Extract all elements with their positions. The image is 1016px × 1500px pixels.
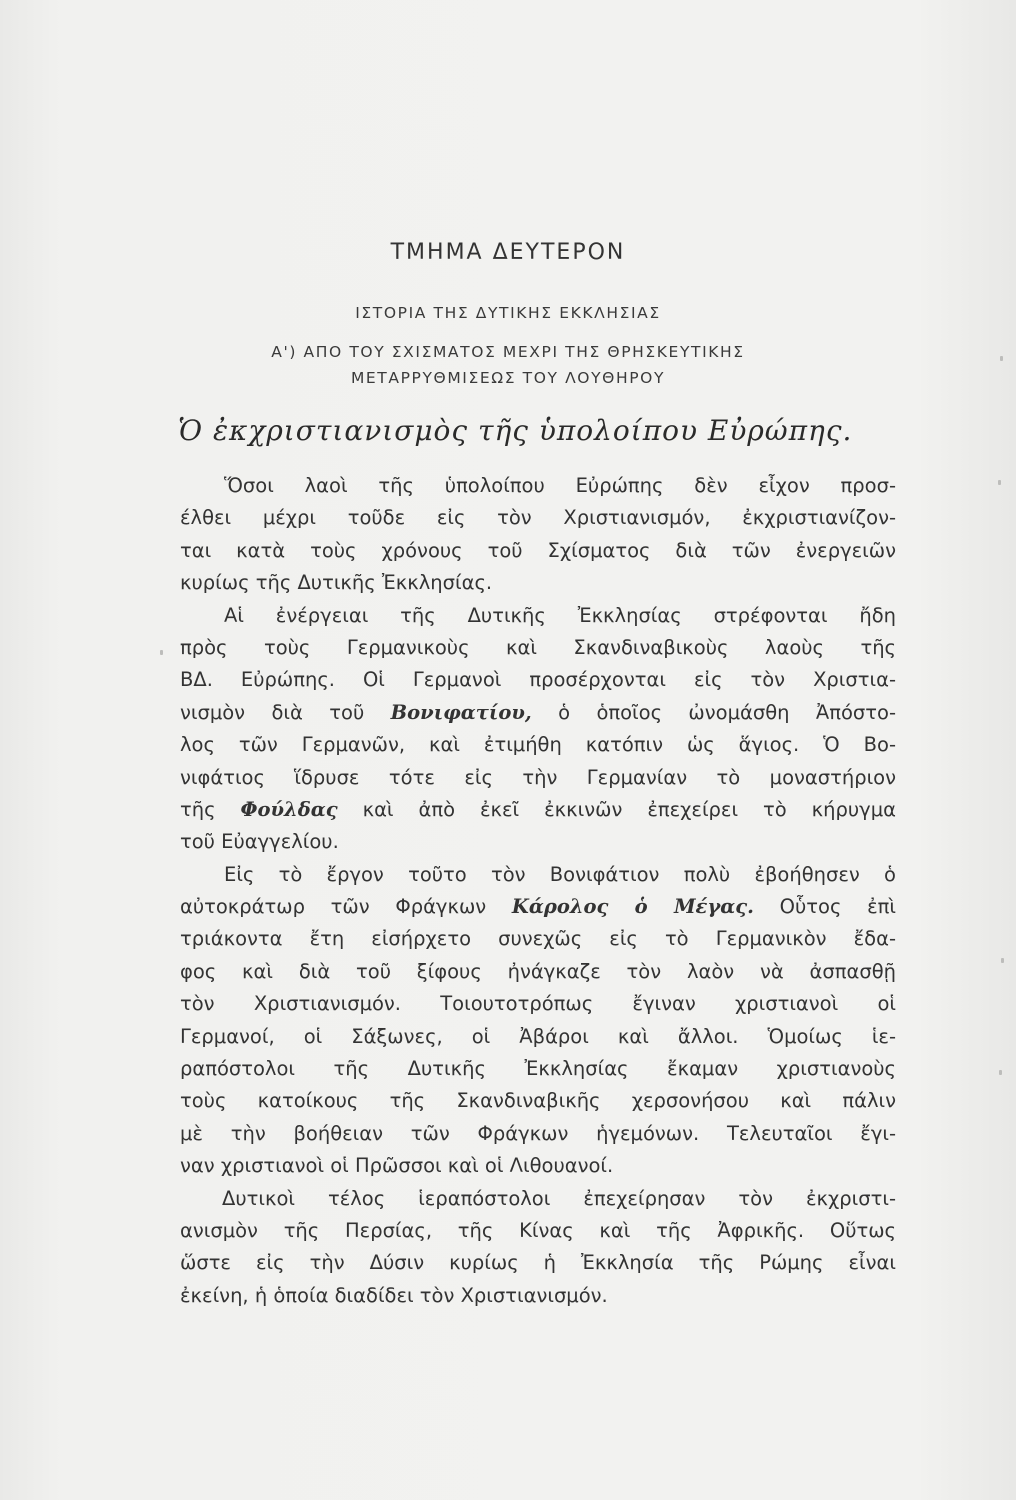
text-line-with-name xyxy=(180,891,896,923)
text-line: ΒΔ. Εὐρώπης. Οἱ Γερμανοὶ προσέρχονται εἰς τὸν Χριστια- xyxy=(180,668,896,692)
emphasized-name-fulda: Φούλδας xyxy=(240,797,338,821)
text-line: νιφάτιος ἵδρυσε τότε εἰς τὴν Γερμανίαν τὸ μοναστήριον xyxy=(180,765,896,789)
paper-speck xyxy=(160,650,163,655)
paper-speck xyxy=(1001,958,1004,963)
text-fragment: ὁ ὁποῖος ὠνομάσθη Ἀπόστο- xyxy=(558,700,896,724)
chapter-heading: Ὁ ἐκχριστιανισμὸς τῆς ὑπολοίπου Εὐρώπης. xyxy=(178,414,853,447)
text-line: τὸν Χριστιανισμόν. Τοιουτοτρόπως ἔγιναν χριστιανοὶ οἱ xyxy=(180,992,896,1016)
text-line: τοὺς κατοίκους τῆς Σκανδιναβικῆς χερσονήσου καὶ πάλιν xyxy=(180,1089,896,1113)
text-line: Αἱ ἐνέργειαι τῆς Δυτικῆς Ἐκκλησίας στρέφονται ἤδη xyxy=(224,603,896,627)
subsection-title-line2: ΜΕΤΑΡΡΥΘΜΙΣΕΩΣ ΤΟΥ ΛΟΥΘΗΡΟΥ xyxy=(350,369,666,387)
text-line: τοῦ Εὐαγγελίου. xyxy=(180,830,339,854)
text-fragment: νισμὸν διὰ τοῦ xyxy=(180,700,365,724)
text-line: ἐκείνη, ἡ ὁποία διαδίδει τὸν Χριστιανισμόν. xyxy=(180,1283,608,1307)
text-line: Ὅσοι λαοὶ τῆς ὑπολοίπου Εὐρώπης δὲν εἶχον προσ- xyxy=(224,474,896,497)
emphasized-name-boniface: Βονιφατίου, xyxy=(390,700,532,724)
text-line: ὥστε εἰς τὴν Δύσιν κυρίως ἡ Ἐκκλησία τῆς Ρώμης εἶναι xyxy=(180,1251,896,1275)
text-line: έλθει μέχρι τοῦδε εἰς τὸν Χριστιανισμόν, ἐκχριστιανίζον- xyxy=(180,506,896,530)
text-line: ανισμὸν τῆς Περσίας, τῆς Κίνας καὶ τῆς Ἀφρικῆς. Οὕτως xyxy=(180,1218,896,1242)
text-line: λος τῶν Γερμανῶν, καὶ ἐτιμήθη κατόπιν ὡς ἅγιος. Ὁ Βο- xyxy=(180,733,896,757)
text-line: Δυτικοὶ τέλος ἱεραπόστολοι ἐπεχείρησαν τὸν ἐκχριστι- xyxy=(222,1186,896,1210)
text-line: ναν χριστιανοὶ οἱ Πρῶσσοι καὶ οἱ Λιθουανοί. xyxy=(180,1154,614,1178)
emphasized-name-charlemagne: Κάρολος ὁ Μέγας. xyxy=(511,895,754,919)
text-fragment: αὐτοκράτωρ τῶν Φράγκων xyxy=(180,895,487,919)
text-fragment: τῆς xyxy=(180,797,216,821)
text-line-with-name xyxy=(180,697,896,729)
text-line: Εἰς τὸ ἔργον τοῦτο τὸν Βονιφάτιον πολὺ ἐβοήθησεν ὁ xyxy=(224,862,896,886)
text-line-with-name xyxy=(180,794,896,826)
text-fragment: Οὗτος ἐπὶ xyxy=(779,895,896,919)
paper-speck xyxy=(1000,356,1003,361)
text-line: ραπόστολοι τῆς Δυτικῆς Ἐκκλησίας ἔκαμαν χριστιανοὺς xyxy=(180,1057,896,1081)
body-text xyxy=(180,470,896,1312)
text-line: Γερμανοί, οἱ Σάξωνες, οἱ Ἀβάροι καὶ ἄλλοι. Ὁμοίως ἱε- xyxy=(180,1024,896,1048)
text-line: πρὸς τοὺς Γερμανικοὺς καὶ Σκανδιναβικοὺς λαοὺς τῆς xyxy=(180,635,896,659)
subsection-title-line1: Α') ΑΠΟ ΤΟΥ ΣΧΙΣΜΑΤΟΣ ΜΕΧΡΙ ΤΗΣ ΘΡΗΣΚΕΥΤΙΚΗΣ xyxy=(271,343,745,361)
text-line: κυρίως τῆς Δυτικῆς Ἐκκλησίας. xyxy=(180,571,493,595)
paper-speck xyxy=(998,480,1001,485)
text-fragment: καὶ ἀπὸ ἐκεῖ ἐκκινῶν ἐπεχείρει τὸ κήρυγμα xyxy=(362,797,896,821)
section-title: ΙΣΤΟΡΙΑ ΤΗΣ ΔΥΤΙΚΗΣ ΕΚΚΛΗΣΙΑΣ xyxy=(355,304,661,322)
text-line: φος καὶ διὰ τοῦ ξίφους ἠνάγκαζε τὸν λαὸν νὰ ἀσπασθῇ xyxy=(180,959,896,983)
text-line: ται κατὰ τοὺς χρόνους τοῦ Σχίσματος διὰ τῶν ἐνεργειῶν xyxy=(180,538,896,562)
text-line: τριάκοντα ἔτη εἰσήρχετο συνεχῶς εἰς τὸ Γερμανικὸν ἔδα- xyxy=(180,927,896,951)
part-title: ΤΜΗΜΑ ΔΕΥΤΕΡΟΝ xyxy=(390,240,626,265)
text-line: μὲ τὴν βοήθειαν τῶν Φράγκων ἡγεμόνων. Τελευταῖοι ἔγι- xyxy=(180,1121,896,1145)
paper-speck xyxy=(999,1070,1002,1075)
